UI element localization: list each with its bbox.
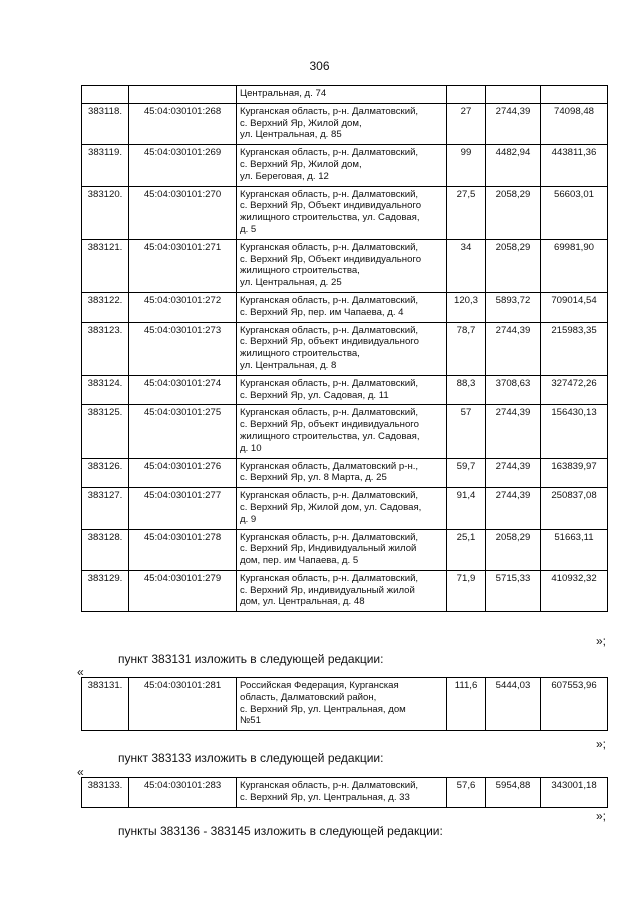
address-line: с. Верхний Яр, Объект индивидуального bbox=[240, 253, 422, 265]
address-line: с. Верхний Яр, ул. 8 Марта, д. 25 bbox=[240, 472, 387, 484]
address-line: с. Верхний Яр, ул. Центральная, дом bbox=[240, 703, 406, 715]
address-line: с. Верхний Яр, Жилой дом, bbox=[240, 117, 362, 129]
cadastral-value-cell: 410932,32 bbox=[541, 570, 608, 611]
address-line: дом, пер. им Чапаева, д. 5 bbox=[240, 555, 359, 567]
cadastral-value-cell: 56603,01 bbox=[541, 186, 608, 239]
address-line: Курганская область, р-н. Далматовский, bbox=[240, 241, 419, 253]
address-line: №51 bbox=[240, 715, 261, 727]
address-line: Курганская область, р-н. Далматовский, bbox=[240, 572, 419, 584]
cadastral-number-cell: 45:04:030101:277 bbox=[129, 488, 237, 529]
address-line: область, Далматовский район, bbox=[240, 691, 377, 703]
cadastral-value-cell: 709014,54 bbox=[541, 292, 608, 322]
unit-price-cell: 2744,39 bbox=[486, 405, 541, 458]
cadastral-value-cell: 343001,18 bbox=[541, 778, 608, 808]
row-number-cell: 383126. bbox=[82, 458, 129, 488]
cadastral-number-cell: 45:04:030101:279 bbox=[129, 570, 237, 611]
address-line: с. Верхний Яр, ул. Центральная, д. 33 bbox=[240, 791, 410, 803]
table-row bbox=[82, 405, 608, 458]
closing-quote-2: »; bbox=[595, 737, 606, 751]
area-cell: 78,7 bbox=[447, 322, 486, 375]
cadastral-value-cell: 327472,26 bbox=[541, 375, 608, 405]
address-line: с. Верхний Яр, пер. им Чапаева, д. 4 bbox=[240, 306, 404, 318]
address-cell bbox=[237, 778, 447, 808]
cadastral-number-cell: 45:04:030101:274 bbox=[129, 375, 237, 405]
address-line: с. Верхний Яр, Жилой дом, bbox=[240, 158, 362, 170]
unit-price-cell: 2058,29 bbox=[486, 186, 541, 239]
address-line: Курганская область, р-н. Далматовский, bbox=[240, 407, 419, 419]
unit-price-cell: 2744,39 bbox=[486, 322, 541, 375]
address-line: Российская Федерация, Курганская bbox=[240, 680, 399, 691]
row-number-cell: 383122. bbox=[82, 292, 129, 322]
area-cell: 27,5 bbox=[447, 186, 486, 239]
address-cell bbox=[237, 186, 447, 239]
area-cell: 57,6 bbox=[447, 778, 486, 808]
row-number-cell: 383120. bbox=[82, 186, 129, 239]
cadastral-number-cell: 45:04:030101:272 bbox=[129, 292, 237, 322]
row-number-cell bbox=[82, 86, 129, 104]
table-row bbox=[82, 778, 608, 808]
address-line: Курганская область, р-н. Далматовский, bbox=[240, 294, 419, 306]
row-number-cell: 383131. bbox=[82, 678, 129, 731]
table-row bbox=[82, 103, 608, 144]
row-number-cell: 383127. bbox=[82, 488, 129, 529]
address-line: с. Верхний Яр, индивидуальный жилой bbox=[240, 584, 415, 596]
row-number-cell: 383129. bbox=[82, 570, 129, 611]
row-number-cell: 383125. bbox=[82, 405, 129, 458]
table-row bbox=[82, 529, 608, 570]
address-cell bbox=[237, 239, 447, 292]
opening-quote-3: « bbox=[77, 765, 84, 779]
table-row bbox=[82, 570, 608, 611]
address-line: с. Верхний Яр, объект индивидуального bbox=[240, 419, 419, 431]
address-cell bbox=[237, 488, 447, 529]
amendment-paragraph-383133: пункт 383133 изложить в следующей редакции: bbox=[118, 751, 384, 765]
row-number-cell: 383123. bbox=[82, 322, 129, 375]
address-line: Курганская область, р-н. Далматовский, bbox=[240, 531, 419, 543]
address-line: Курганская область, р-н. Далматовский, bbox=[240, 105, 419, 117]
row-number-cell: 383124. bbox=[82, 375, 129, 405]
area-cell bbox=[447, 86, 486, 104]
cadastral-value-cell: 443811,36 bbox=[541, 145, 608, 186]
area-cell: 88,3 bbox=[447, 375, 486, 405]
registry-table-main bbox=[81, 85, 608, 612]
address-cell bbox=[237, 375, 447, 405]
address-line: Центральная, д. 74 bbox=[240, 88, 327, 99]
address-line: д. 9 bbox=[240, 513, 257, 525]
row-number-cell: 383128. bbox=[82, 529, 129, 570]
address-cell bbox=[237, 405, 447, 458]
closing-quote-1: »; bbox=[595, 634, 606, 648]
address-cell bbox=[237, 570, 447, 611]
registry-table-383131 bbox=[81, 677, 608, 731]
row-number-cell: 383118. bbox=[82, 103, 129, 144]
address-line: д. 10 bbox=[240, 442, 262, 454]
address-line: жилищного строительства, ул. Садовая, bbox=[240, 430, 420, 442]
amendment-paragraph-383136-383145: пункты 383136 - 383145 изложить в следующей редакции: bbox=[118, 824, 443, 838]
unit-price-cell: 5715,33 bbox=[486, 570, 541, 611]
cadastral-number-cell: 45:04:030101:275 bbox=[129, 405, 237, 458]
address-cell bbox=[237, 292, 447, 322]
address-cell bbox=[237, 678, 447, 731]
row-number-cell: 383119. bbox=[82, 145, 129, 186]
row-number-cell: 383133. bbox=[82, 778, 129, 808]
cadastral-value-cell bbox=[541, 86, 608, 104]
address-line: д. 5 bbox=[240, 223, 257, 235]
address-line: Курганская область, р-н. Далматовский, bbox=[240, 780, 419, 791]
unit-price-cell: 2744,39 bbox=[486, 103, 541, 144]
cadastral-number-cell: 45:04:030101:278 bbox=[129, 529, 237, 570]
address-line: ул. Береговая, д. 12 bbox=[240, 170, 329, 182]
cadastral-number-cell: 45:04:030101:271 bbox=[129, 239, 237, 292]
address-cell bbox=[237, 145, 447, 186]
address-line: Курганская область, р-н. Далматовский, bbox=[240, 188, 419, 200]
unit-price-cell: 5444,03 bbox=[486, 678, 541, 731]
row-number-cell: 383121. bbox=[82, 239, 129, 292]
unit-price-cell: 5954,88 bbox=[486, 778, 541, 808]
address-line: с. Верхний Яр, Объект индивидуального bbox=[240, 200, 422, 212]
cadastral-number-cell: 45:04:030101:276 bbox=[129, 458, 237, 488]
table-row bbox=[82, 322, 608, 375]
unit-price-cell: 2744,39 bbox=[486, 488, 541, 529]
amendment-paragraph-383131: пункт 383131 изложить в следующей редакции: bbox=[118, 652, 384, 666]
unit-price-cell: 2058,29 bbox=[486, 239, 541, 292]
address-line: Курганская область, р-н. Далматовский, bbox=[240, 377, 419, 389]
address-line: дом, ул. Центральная, д. 48 bbox=[240, 596, 365, 608]
area-cell: 34 bbox=[447, 239, 486, 292]
table-row bbox=[82, 678, 608, 731]
page-number: 306 bbox=[309, 59, 330, 73]
unit-price-cell: 2744,39 bbox=[486, 458, 541, 488]
address-line: с. Верхний Яр, Индивидуальный жилой bbox=[240, 543, 417, 555]
area-cell: 71,9 bbox=[447, 570, 486, 611]
unit-price-cell: 5893,72 bbox=[486, 292, 541, 322]
unit-price-cell: 2058,29 bbox=[486, 529, 541, 570]
cadastral-number-cell bbox=[129, 86, 237, 104]
address-cell bbox=[237, 458, 447, 488]
address-cell bbox=[237, 529, 447, 570]
table-row bbox=[82, 239, 608, 292]
area-cell: 57 bbox=[447, 405, 486, 458]
cadastral-value-cell: 215983,35 bbox=[541, 322, 608, 375]
area-cell: 59,7 bbox=[447, 458, 486, 488]
table-row bbox=[82, 375, 608, 405]
address-line: с. Верхний Яр, Жилой дом, ул. Садовая, bbox=[240, 501, 422, 513]
cadastral-number-cell: 45:04:030101:270 bbox=[129, 186, 237, 239]
address-line: жилищного строительства, bbox=[240, 348, 360, 360]
unit-price-cell bbox=[486, 86, 541, 104]
unit-price-cell: 4482,94 bbox=[486, 145, 541, 186]
area-cell: 25,1 bbox=[447, 529, 486, 570]
address-line: ул. Центральная, д. 8 bbox=[240, 359, 337, 371]
area-cell: 120,3 bbox=[447, 292, 486, 322]
table-row bbox=[82, 145, 608, 186]
area-cell: 111,6 bbox=[447, 678, 486, 731]
closing-quote-3: »; bbox=[595, 809, 606, 823]
opening-quote-2: « bbox=[77, 665, 84, 679]
cadastral-value-cell: 163839,97 bbox=[541, 458, 608, 488]
cadastral-value-cell: 69981,90 bbox=[541, 239, 608, 292]
cadastral-number-cell: 45:04:030101:281 bbox=[129, 678, 237, 731]
address-line: Курганская область, р-н. Далматовский, bbox=[240, 324, 419, 336]
table-row bbox=[82, 488, 608, 529]
address-line: ул. Центральная, д. 85 bbox=[240, 129, 342, 141]
address-cell bbox=[237, 103, 447, 144]
cadastral-value-cell: 74098,48 bbox=[541, 103, 608, 144]
cadastral-value-cell: 607553,96 bbox=[541, 678, 608, 731]
registry-table-383133 bbox=[81, 777, 608, 808]
table-row bbox=[82, 186, 608, 239]
cadastral-value-cell: 156430,13 bbox=[541, 405, 608, 458]
table-row bbox=[82, 292, 608, 322]
cadastral-number-cell: 45:04:030101:273 bbox=[129, 322, 237, 375]
address-line: жилищного строительства, bbox=[240, 265, 360, 277]
address-line: с. Верхний Яр, ул. Садовая, д. 11 bbox=[240, 389, 389, 401]
area-cell: 99 bbox=[447, 145, 486, 186]
cadastral-number-cell: 45:04:030101:268 bbox=[129, 103, 237, 144]
address-line: жилищного строительства, ул. Садовая, bbox=[240, 212, 420, 224]
cadastral-value-cell: 250837,08 bbox=[541, 488, 608, 529]
table-row bbox=[82, 86, 608, 104]
area-cell: 27 bbox=[447, 103, 486, 144]
address-line: Курганская область, р-н. Далматовский, bbox=[240, 147, 419, 159]
address-line: Курганская область, р-н. Далматовский, bbox=[240, 490, 419, 502]
cadastral-value-cell: 51663,11 bbox=[541, 529, 608, 570]
address-cell bbox=[237, 322, 447, 375]
unit-price-cell: 3708,63 bbox=[486, 375, 541, 405]
address-cell bbox=[237, 86, 447, 104]
cadastral-number-cell: 45:04:030101:283 bbox=[129, 778, 237, 808]
address-line: с. Верхний Яр, объект индивидуального bbox=[240, 336, 419, 348]
area-cell: 91,4 bbox=[447, 488, 486, 529]
address-line: ул. Центральная, д. 25 bbox=[240, 277, 342, 289]
table-row bbox=[82, 458, 608, 488]
address-line: Курганская область, Далматовский р-н., bbox=[240, 460, 419, 472]
cadastral-number-cell: 45:04:030101:269 bbox=[129, 145, 237, 186]
